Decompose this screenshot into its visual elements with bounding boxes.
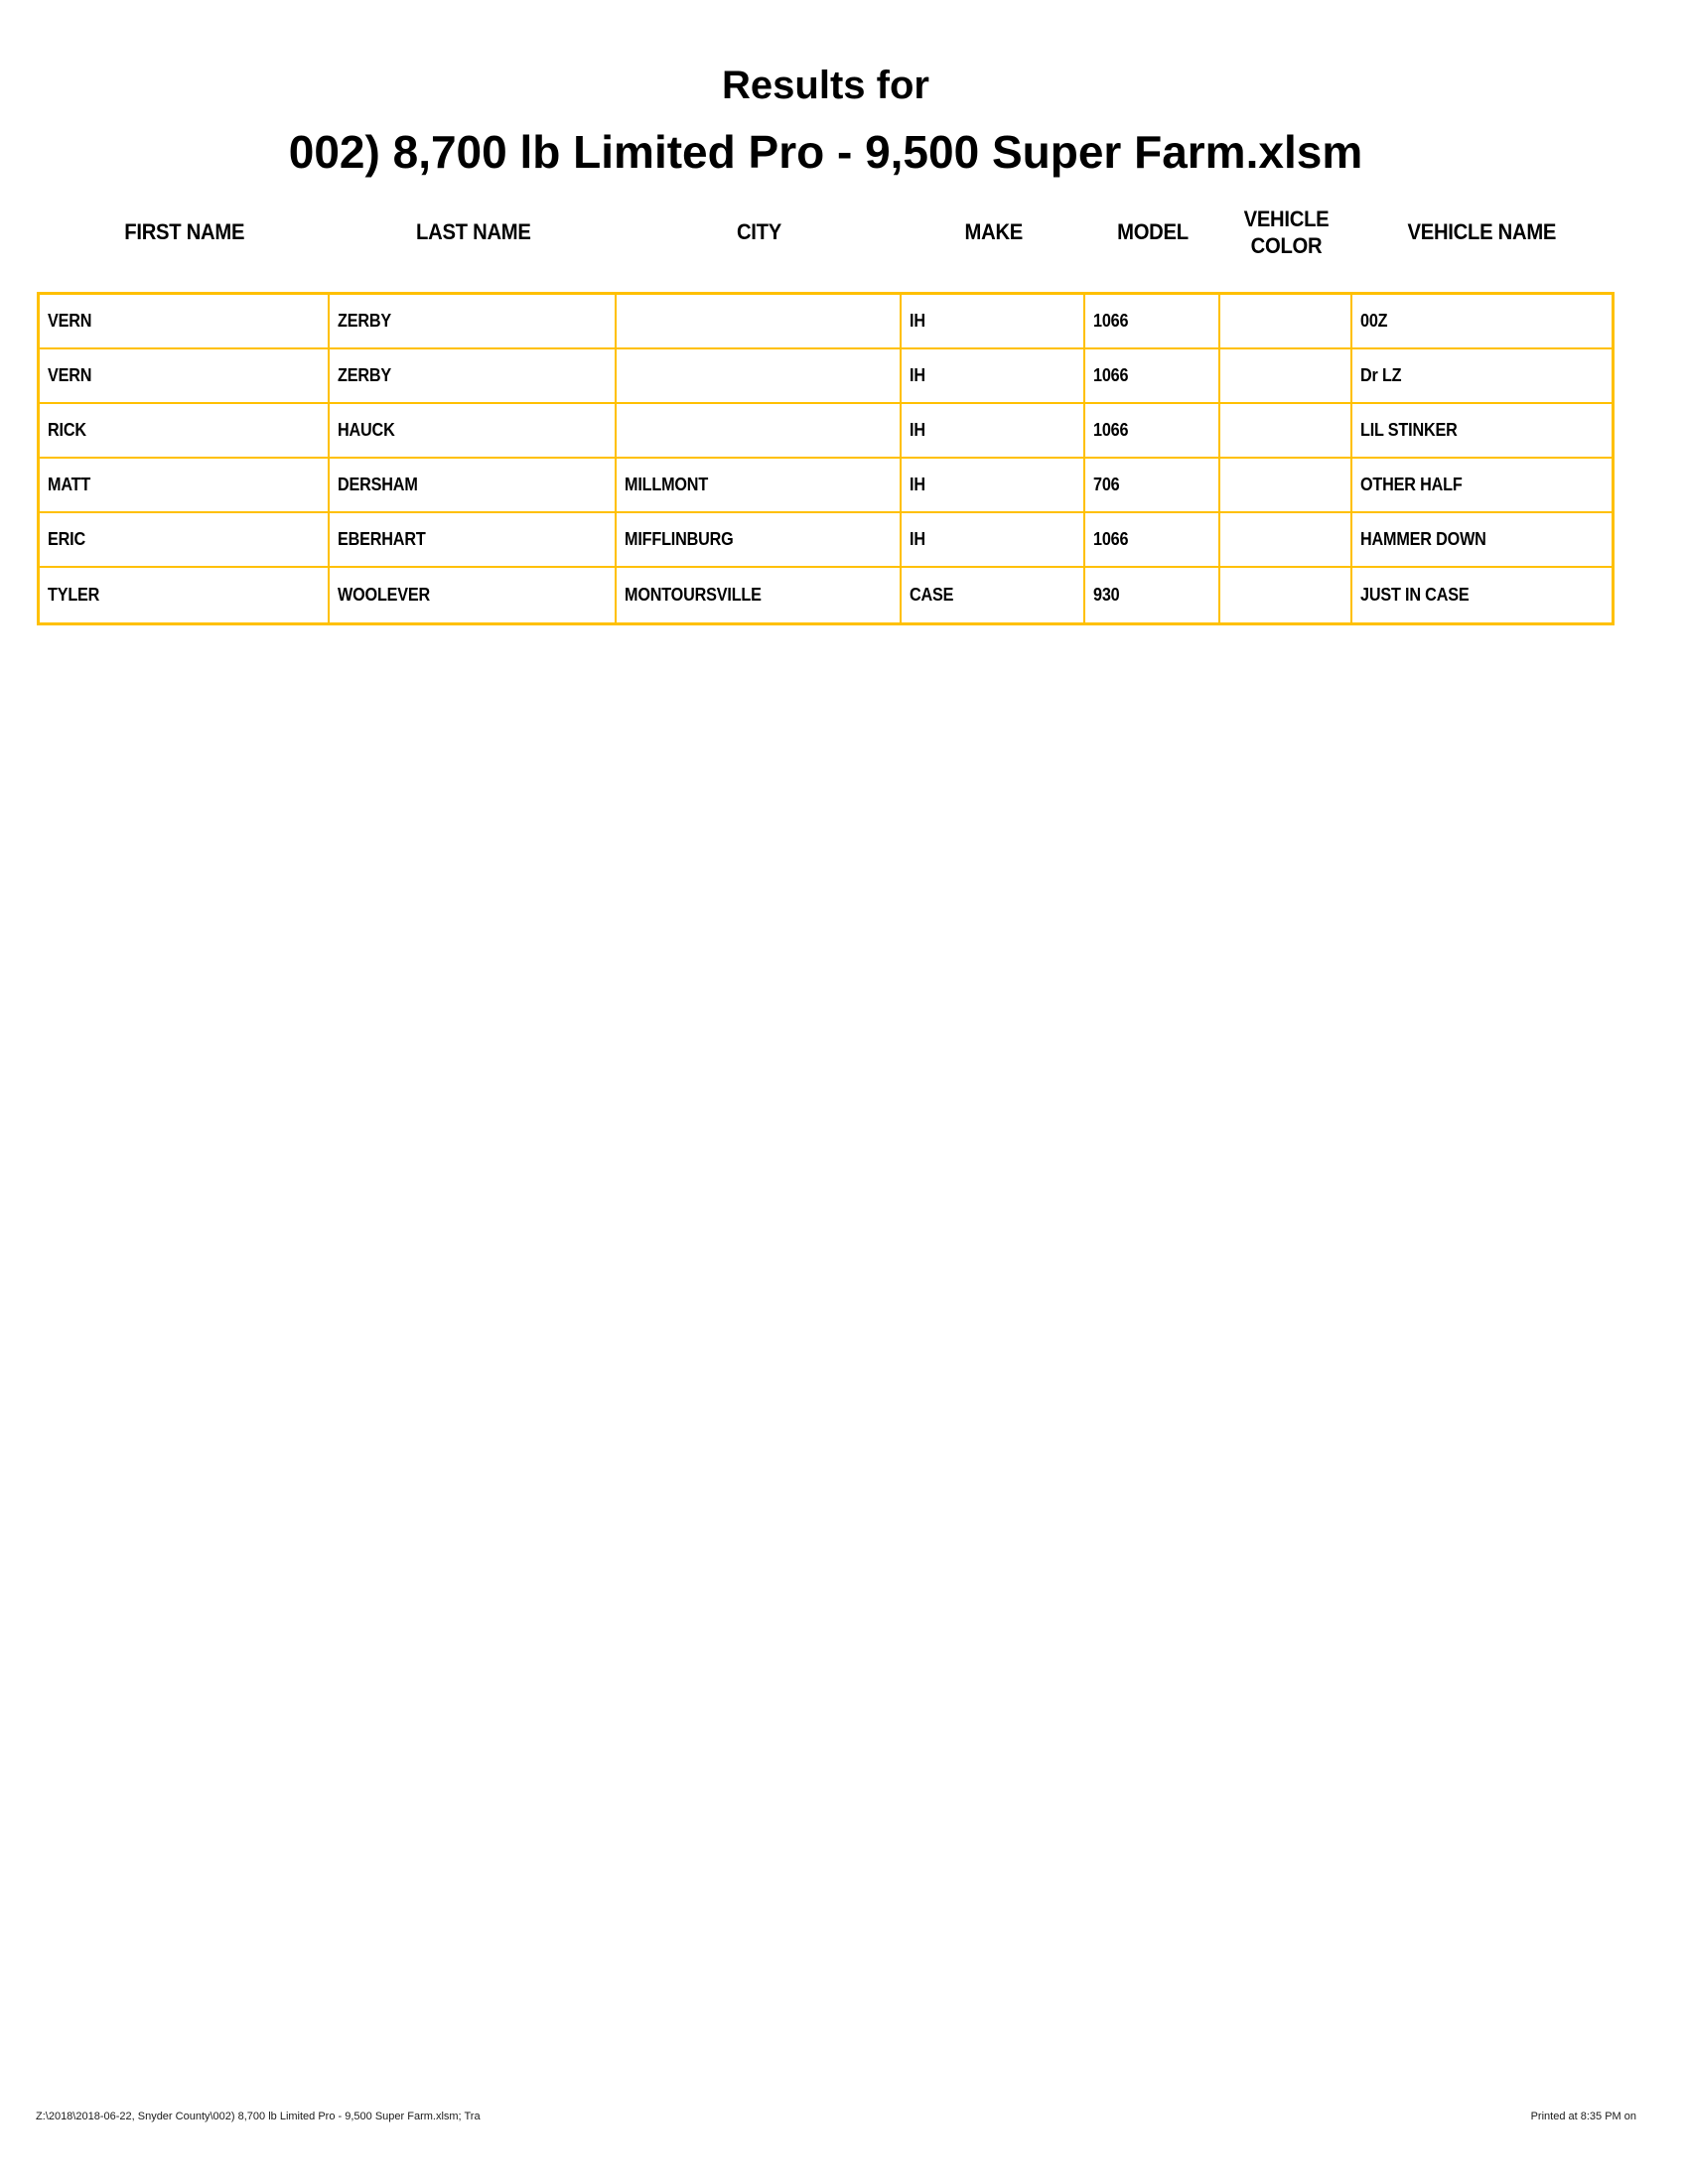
cell-model: 1066 [1085,349,1220,404]
cell-make: IH [902,404,1085,459]
table-column-headers [40,203,1612,262]
cell-vehicle-color [1220,513,1352,568]
cell-make: CASE [902,568,1085,622]
column-header-model: MODEL [1117,219,1189,245]
cell-vehicle-color [1220,568,1352,622]
column-header-make: MAKE [964,219,1023,245]
column-header-last-name: LAST NAME [415,219,531,245]
cell-city: MILLMONT [617,459,902,513]
title-block [40,64,1612,178]
cell-last-name: ZERBY [330,349,617,404]
cell-vehicle-color [1220,404,1352,459]
cell-city: MIFFLINBURG [617,513,902,568]
page-title: Results for [722,64,929,107]
cell-model: 1066 [1085,295,1220,349]
cell-first-name: MATT [40,459,330,513]
footer-printed-timestamp: Printed at 8:35 PM on [1530,2111,1636,2122]
cell-vehicle-name: HAMMER DOWN [1352,513,1612,568]
cell-first-name: ERIC [40,513,330,568]
page-subtitle-filename: 002) 8,700 lb Limited Pro - 9,500 Super Farm.xlsm [288,126,1363,178]
cell-model: 706 [1085,459,1220,513]
cell-vehicle-name: JUST IN CASE [1360,585,1470,605]
cell-make: IH [902,513,1085,568]
cell-vehicle-color [1220,295,1352,349]
cell-vehicle-name: Dr LZ [1352,349,1612,404]
cell-city: MONTOURSVILLE [617,568,902,622]
cell-model: 1066 [1085,513,1220,568]
cell-make: IH [902,295,1085,349]
cell-first-name: VERN [40,349,330,404]
cell-model: 930 [1085,568,1220,622]
results-table [37,292,1615,625]
cell-vehicle-color [1220,459,1352,513]
cell-vehicle-color [1220,349,1352,404]
footer-file-path: Z:\2018\2018-06-22, Snyder County\002) 8,700 lb Limited Pro - 9,500 Super Farm.xlsm; Tra [36,2111,481,2122]
column-header-city: CITY [736,219,781,245]
cell-last-name: WOOLEVER [330,568,617,622]
cell-city [617,404,902,459]
cell-vehicle-name: LIL STINKER [1352,404,1612,459]
cell-model: 1066 [1085,404,1220,459]
cell-last-name: HAUCK [330,404,617,459]
cell-vehicle-name: 00Z [1352,295,1612,349]
cell-last-name: EBERHART [330,513,617,568]
cell-last-name: ZERBY [330,295,617,349]
cell-first-name: TYLER [40,568,330,622]
column-header-vehicle-name: VEHICLE NAME [1407,219,1557,245]
column-header-first-name: FIRST NAME [124,219,245,245]
cell-city [617,349,902,404]
cell-city [617,295,902,349]
cell-first-name: RICK [40,404,330,459]
cell-vehicle-name: OTHER HALF [1352,459,1612,513]
cell-make: IH [902,459,1085,513]
cell-first-name: VERN [40,295,330,349]
cell-last-name: DERSHAM [330,459,617,513]
cell-make: IH [902,349,1085,404]
column-header-vehicle-color: VEHICLE COLOR [1243,205,1330,258]
